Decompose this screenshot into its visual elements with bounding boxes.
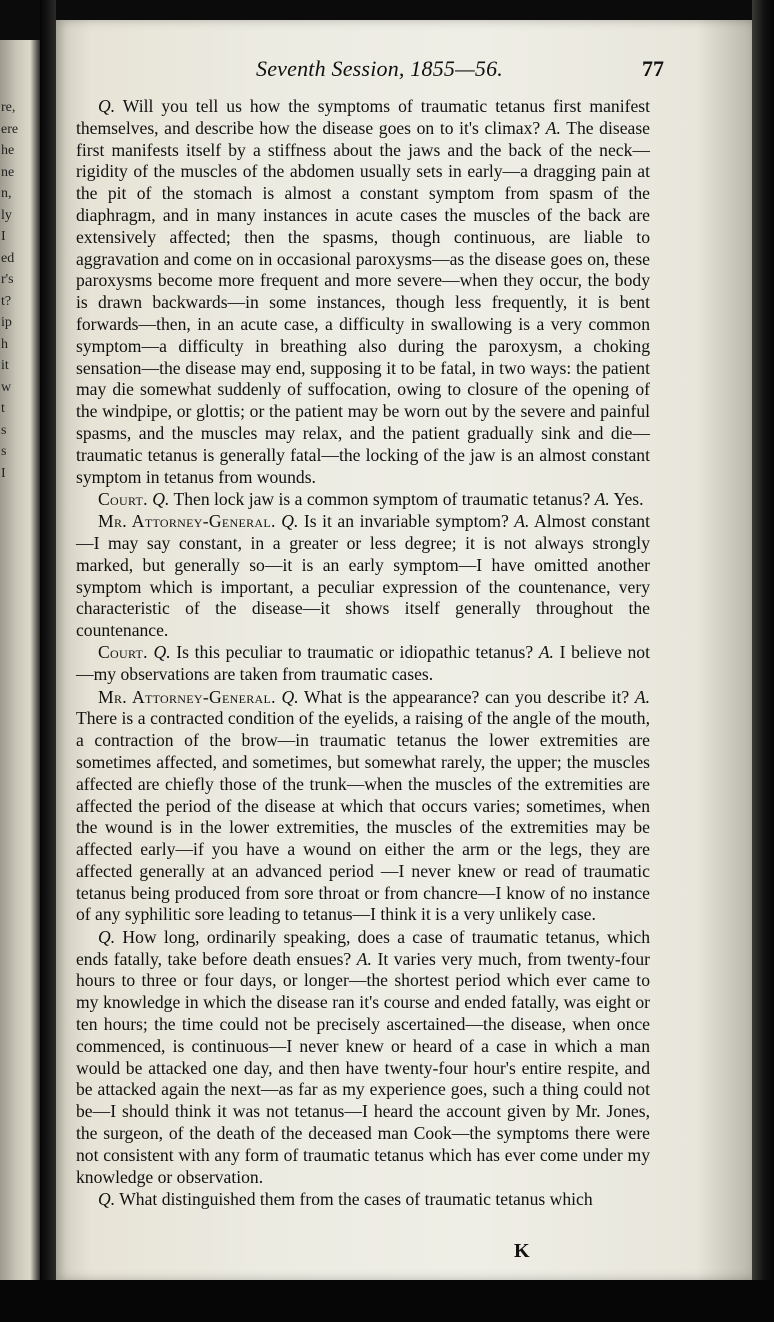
- page-number: 77: [642, 56, 664, 81]
- running-head: [56, 56, 752, 86]
- speaker-label: Court.: [98, 488, 148, 509]
- margin-fragment: ed: [1, 250, 15, 266]
- speaker-label: Mr. Attorney-General.: [98, 511, 276, 532]
- margin-fragment: ne: [1, 164, 15, 180]
- answer-text: The disease first manifests itself by a stiffness about the jaws and the back of the neck—rigidity of the muscles of the abdomen usually sets in early—a dragging pain at the pit of the stomach is almost a constant symptom from spasm of the diaphragm, and in many instances in acute cases the muscles of the back are extensively affected; then the spasms, though continuous, are liable to aggravation and come on in occasional paroxysms—as the disease goes on, these paroxysms become more frequent and more severe—when they occur, the body is drawn backwards—in some instances, though less frequently, it is bent forwards—then, in an acute case, a difficulty in swallowing is a very common symptom—a difficulty in breathing also during the paroxysm, a choking sensation—the disease may end, supposing it to be fatal, in two ways: the patient may die somewhat suddenly of suffocation, owing to closure of the opening of the windpipe, or glottis; or the patient may be worn out by the severe and painful spasms, and the muscles may relax, and the patient gradually sink and die—traumatic tetanus is generally fatal—the locking of the jaw is an almost constant symptom in tetanus from wounds.: [76, 117, 650, 487]
- question-label: Q.: [98, 926, 116, 947]
- question-text: Is this peculiar to traumatic or idiopathic tetanus?: [170, 642, 539, 663]
- testimony-paragraph: [76, 927, 650, 1189]
- answer-label: A.: [356, 948, 372, 969]
- question-label: Q.: [98, 1188, 116, 1209]
- margin-fragment: w: [1, 379, 12, 395]
- question-text: How long, ordinarily speaking, does a case of traumatic tetanus, which ends fatally, take before death ensues?: [76, 926, 650, 969]
- margin-fragment: n,: [1, 186, 12, 201]
- question-label: Q.: [152, 488, 170, 509]
- speaker-label: Court.: [98, 642, 148, 663]
- testimony-paragraph: [76, 96, 650, 488]
- question-label: Q.: [281, 686, 299, 707]
- answer-text: It varies very much, from twenty-four hours to three or four days, or longer—the shortest period which ever came to my knowledge in which the disease ran it's course and ended fatally, was eight or ten hours; the time could not be precisely ascertained—the disease, when once commenced, is continuous—I never knew or heard of a case in which a man would be attacked one day, and then have twenty-four hour's entire respite, and be attacked again the next—as far as my experience goes, such a thing could not be—I should think it was not tetanus—I heard the account given by Mr. Jones, the surgeon, of the death of the deceased man Cook—the symptoms there were not consistent with any form of traumatic tetanus which has ever come under my knowledge or observation.: [76, 948, 650, 1187]
- margin-fragment: re,: [1, 100, 16, 115]
- testimony-paragraph: [76, 1189, 650, 1211]
- page-edge-shadow: [752, 0, 774, 1322]
- answer-text: Almost constant—I may say constant, in a greater or less degree; it is not always strongly marked, but generally so—it is an early symptom—I have omitted another symptom which is important, a peculiar expression of the countenance, very characteristic of the disease—it shows itself generally throughout the countenance.: [76, 511, 650, 641]
- running-head-title: Seventh Session, 1855—56.: [256, 56, 503, 81]
- answer-label: A.: [545, 117, 561, 138]
- question-label: Q.: [281, 511, 299, 532]
- answer-label: A.: [514, 511, 530, 532]
- answer-label: A.: [538, 642, 554, 663]
- margin-fragment: ere: [1, 121, 19, 137]
- body-text: [76, 96, 650, 1211]
- answer-label: A.: [594, 488, 610, 509]
- answer-text: Yes.: [609, 488, 644, 509]
- margin-fragment: ip: [1, 315, 12, 330]
- margin-fragment: he: [1, 143, 15, 158]
- testimony-paragraph: [76, 642, 650, 686]
- margin-fragment: s: [1, 422, 7, 438]
- question-text: What distinguished them from the cases of traumatic tetanus which: [115, 1188, 593, 1209]
- signature-mark: K: [514, 1240, 530, 1262]
- margin-fragment: ly: [1, 207, 12, 223]
- margin-fragment: t: [1, 401, 5, 416]
- answer-text: There is a contracted condition of the eyelids, a raising of the angle of the mouth, a contraction of the brow—in traumatic tetanus the lower extremities are sometimes affected, and sometimes, but somewhat rarely, the upper; the muscles affected are chiefly those of the trunk—when the muscles of the extremities are affected the period of the disease at which that occurs varies; sometimes, when the wound is in the lower extremities, the muscles of the extremities may be affected early—if you have a wound on either the arm or the legs, they are affected generally at an advanced period —I never knew or read of traumatic tetanus being produced from sore throat or from chancre—I know of no instance of any syphilitic sore leading to tetanus—I think it is a very unlikely case.: [76, 708, 650, 925]
- question-text: Will you tell us how the symptoms of traumatic tetanus first manifest themselves, and describe how the disease goes on to it's climax?: [76, 96, 650, 138]
- question-text: What is the appearance? can you describe it?: [298, 686, 635, 707]
- facing-page-margin: [0, 40, 40, 1300]
- testimony-paragraph: [76, 511, 650, 642]
- book-gutter: [40, 0, 56, 1322]
- question-text: Is it an invariable symptom?: [298, 511, 515, 532]
- margin-fragment: I: [1, 229, 6, 244]
- answer-text: I believe not—my observations are taken from traumatic cases.: [76, 642, 650, 685]
- margin-fragment: h: [1, 336, 8, 352]
- testimony-paragraph: [76, 687, 650, 927]
- question-text: Then lock jaw is a common symptom of traumatic tetanus?: [169, 488, 595, 509]
- question-label: Q.: [153, 642, 171, 663]
- margin-fragment: s: [1, 444, 7, 459]
- book-page: [56, 20, 752, 1280]
- scan-bottom-border: [0, 1280, 774, 1322]
- margin-fragment: I: [1, 465, 6, 481]
- answer-label: A.: [634, 686, 650, 707]
- testimony-paragraph: [76, 489, 650, 511]
- speaker-label: Mr. Attorney-General.: [98, 686, 276, 707]
- question-label: Q.: [98, 96, 116, 116]
- margin-fragment: it: [1, 358, 9, 373]
- margin-fragment: r's: [1, 272, 14, 287]
- margin-fragment: t?: [1, 293, 12, 309]
